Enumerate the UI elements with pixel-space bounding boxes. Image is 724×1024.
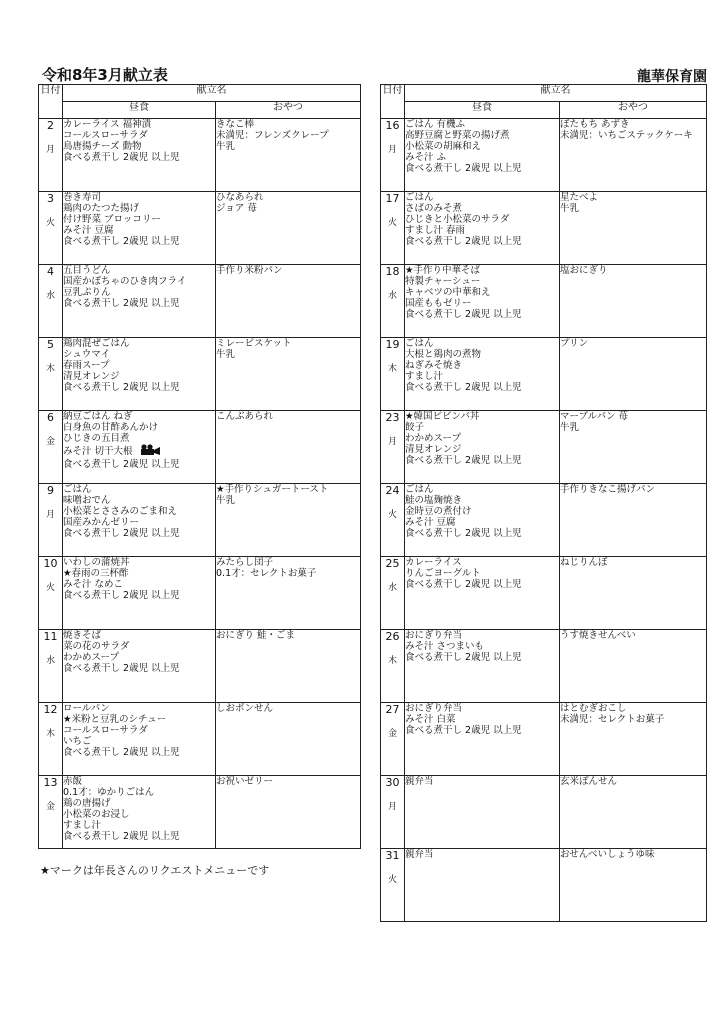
weekday: 金 — [45, 437, 55, 447]
date-cell — [381, 849, 405, 922]
date-cell — [39, 265, 63, 338]
lunch-item: みそ汁 さつまいも — [405, 641, 485, 652]
lunch-item: 食べる煮干し 2歳児 以上児 — [405, 382, 522, 393]
lunch-cell — [405, 192, 560, 265]
lunch-cell — [405, 119, 560, 192]
date-cell — [381, 265, 405, 338]
lunch-cell — [405, 338, 560, 411]
lunch-item: コールスローサラダ — [63, 725, 148, 736]
lunch-cell — [405, 411, 560, 484]
weekday: 金 — [45, 802, 55, 812]
date-cell — [381, 703, 405, 776]
day-number: 11 — [43, 630, 58, 643]
snack-item: プリン — [560, 338, 589, 349]
snack-cell — [560, 776, 707, 849]
date-cell — [381, 630, 405, 703]
lunch-cell — [405, 484, 560, 557]
lunch-cell — [63, 776, 216, 849]
date-cell — [39, 484, 63, 557]
lunch-item: ごはん 有機ふ — [405, 119, 466, 130]
snack-item: はとむぎおこし — [560, 703, 627, 714]
lunch-cell — [63, 630, 216, 703]
lunch-item: みそ汁 豆腐 — [63, 225, 114, 236]
snack-item: こんぶあられ — [216, 411, 274, 422]
snack-item: 未満児：フレンズクレープ — [216, 130, 329, 141]
date-cell — [381, 192, 405, 265]
menu-row — [381, 630, 707, 703]
lunch-cell — [63, 265, 216, 338]
lunch-cell — [63, 484, 216, 557]
lunch-item: カレーライス — [405, 557, 462, 568]
snack-cell — [560, 557, 707, 630]
lunch-item: ひじきの五目煮 — [63, 433, 130, 444]
snack-cell — [560, 338, 707, 411]
lunch-item: 豆乳ぷりん — [63, 287, 111, 298]
lunch-item: 食べる煮干し 2歳児 以上児 — [405, 652, 522, 663]
date-header: 日付 — [39, 85, 63, 119]
menu-row — [381, 557, 707, 630]
lunch-item: 食べる煮干し 2歳児 以上児 — [63, 298, 180, 309]
snack-item: ★手作りシュガートースト — [216, 484, 329, 495]
lunch-item: 食べる煮干し 2歳児 以上児 — [405, 163, 522, 174]
snack-item: 牛乳 — [216, 349, 236, 360]
snack-item: おにぎり 鮭・ごま — [216, 630, 296, 641]
snack-item: 星たべよ — [560, 192, 599, 203]
lunch-item: 小松菜のお浸し — [63, 809, 130, 820]
menu-row — [381, 338, 707, 411]
lunch-item: 五目うどん — [63, 265, 111, 276]
day-number: 5 — [47, 338, 54, 351]
lunch-item: 焼きそば — [63, 630, 102, 641]
snack-item: 手作りきなこ揚げパン — [560, 484, 656, 495]
date-cell — [39, 630, 63, 703]
snack-cell — [216, 776, 361, 849]
snack-item: 手作り米粉パン — [216, 265, 283, 276]
lunch-item: みそ汁 白菜 — [405, 714, 456, 725]
menu-row — [39, 703, 361, 776]
lunch-cell — [405, 557, 560, 630]
lunch-item: ★米粉と豆乳のシチュー — [63, 714, 167, 725]
weekday: 水 — [387, 291, 397, 301]
snack-item: マーブルパン 苺 — [560, 411, 628, 422]
lunch-item: すまし汁 — [405, 371, 444, 382]
date-cell — [381, 776, 405, 849]
lunch-item: ごはん — [63, 484, 92, 495]
weekday: 月 — [45, 145, 55, 155]
lunch-item: 菜の花のサラダ — [63, 641, 130, 652]
lunch-item: 食べる煮干し 2歳児 以上児 — [63, 236, 180, 247]
page-title: 令和8年3月献立表 — [42, 66, 168, 84]
snack-cell — [560, 703, 707, 776]
lunch-item: 白身魚の甘酢あんかけ — [63, 422, 159, 433]
day-number: 23 — [385, 411, 400, 424]
snack-item: 0.1才：セレクトお菓子 — [216, 568, 317, 579]
lunch-item: 鶏肉混ぜごはん — [63, 338, 130, 349]
lunch-item: 食べる煮干し 2歳児 以上児 — [63, 663, 180, 674]
weekday: 月 — [387, 437, 397, 447]
lunch-item: 親弁当 — [405, 849, 434, 860]
lunch-item: 国産かぼちゃのひき肉フライ — [63, 276, 187, 287]
lunch-header: 昼食 — [63, 102, 216, 119]
lunch-item: 大根と鶏肉の煮物 — [405, 349, 482, 360]
date-cell — [381, 557, 405, 630]
lunch-cell — [63, 557, 216, 630]
snack-header: おやつ — [216, 102, 361, 119]
lunch-item: 食べる煮干し 2歳児 以上児 — [63, 747, 180, 758]
lunch-item: キャベツの中華和え — [405, 287, 491, 298]
date-cell — [381, 119, 405, 192]
menu-row — [381, 776, 707, 849]
day-number: 13 — [43, 776, 58, 789]
menu-row — [381, 192, 707, 265]
snack-cell — [216, 557, 361, 630]
day-number: 17 — [385, 192, 400, 205]
lunch-item: 金時豆の煮付け — [405, 506, 472, 517]
day-number: 31 — [385, 849, 400, 862]
weekday: 月 — [45, 510, 55, 520]
snack-item: ミレービスケット — [216, 338, 292, 349]
weekday: 火 — [387, 218, 397, 228]
lunch-item: 食べる煮干し 2歳児 以上児 — [405, 455, 522, 466]
menu-row — [39, 119, 361, 192]
snack-item: ねじりんぼ — [560, 557, 608, 568]
day-number: 9 — [47, 484, 54, 497]
menu-name-header: 献立名 — [63, 85, 361, 102]
lunch-item: ねぎみそ焼き — [405, 360, 463, 371]
lunch-item: すまし汁 — [63, 820, 102, 831]
date-header: 日付 — [381, 85, 405, 119]
snack-item: ジョア 苺 — [216, 203, 257, 214]
lunch-item: 食べる煮干し 2歳児 以上児 — [63, 382, 180, 393]
snack-item: お祝いゼリー — [216, 776, 274, 787]
snack-cell — [216, 338, 361, 411]
snack-item: 玄米ぽんせん — [560, 776, 618, 787]
footer-note: ★マークは年長さんのリクエストメニューです — [40, 864, 270, 877]
lunch-item: 鳥唐揚チーズ 動物 — [63, 141, 142, 152]
lunch-item: 納豆ごはん ねぎ — [63, 411, 133, 422]
snack-cell — [216, 265, 361, 338]
lunch-item: 食べる煮干し 2歳児 以上児 — [63, 831, 180, 842]
lunch-item: ごはん — [405, 192, 434, 203]
snack-cell — [216, 411, 361, 484]
lunch-item: ★手作り中華そば — [405, 265, 481, 276]
menu-row — [39, 557, 361, 630]
snack-cell — [560, 849, 707, 922]
lunch-item: 春雨スープ — [63, 360, 110, 371]
lunch-item: おにぎり弁当 — [405, 630, 463, 641]
weekday: 月 — [387, 802, 397, 812]
weekday: 水 — [45, 656, 55, 666]
lunch-item: 付け野菜 ブロッコリー — [63, 214, 161, 225]
lunch-item: 巻き寿司 — [63, 192, 102, 203]
day-number: 3 — [47, 192, 54, 205]
snack-item: 牛乳 — [216, 141, 236, 152]
lunch-item: 餃子 — [405, 422, 425, 433]
weekday: 火 — [387, 875, 397, 885]
day-number: 27 — [385, 703, 400, 716]
menu-row — [381, 484, 707, 557]
date-cell — [39, 338, 63, 411]
lunch-item: 食べる煮干し 2歳児 以上児 — [405, 309, 522, 320]
day-number: 16 — [385, 119, 400, 132]
date-cell — [381, 411, 405, 484]
weekday: 木 — [387, 656, 397, 666]
day-number: 18 — [385, 265, 400, 278]
weekday: 木 — [387, 364, 397, 374]
lunch-cell — [405, 630, 560, 703]
weekday: 金 — [387, 729, 397, 739]
lunch-cell — [405, 265, 560, 338]
snack-item: 牛乳 — [216, 495, 236, 506]
menu-name-header: 献立名 — [405, 85, 707, 102]
snack-cell — [560, 119, 707, 192]
day-number: 25 — [385, 557, 400, 570]
lunch-item: 国産みかんゼリー — [63, 517, 140, 528]
weekday: 火 — [45, 583, 55, 593]
day-number: 26 — [385, 630, 400, 643]
weekday: 木 — [45, 729, 55, 739]
snack-cell — [560, 411, 707, 484]
lunch-cell — [405, 703, 560, 776]
snack-item: 牛乳 — [560, 203, 580, 214]
menu-row — [39, 484, 361, 557]
snack-cell — [216, 119, 361, 192]
lunch-item: いわしの蒲焼丼 — [63, 557, 130, 568]
lunch-item: みそ汁 豆腐 — [405, 517, 456, 528]
lunch-item: さばのみそ煮 — [405, 203, 463, 214]
snack-cell — [216, 484, 361, 557]
snack-cell — [560, 192, 707, 265]
lunch-cell — [405, 776, 560, 849]
day-number: 6 — [47, 411, 54, 424]
lunch-item: 清見オレンジ — [405, 444, 462, 455]
weekday: 火 — [45, 218, 55, 228]
lunch-cell — [63, 703, 216, 776]
menu-row — [381, 849, 707, 922]
lunch-item: 特製チャーシュー — [405, 276, 481, 287]
weekday: 月 — [387, 145, 397, 155]
lunch-item: すまし汁 春雨 — [405, 225, 466, 236]
lunch-item: 高野豆腐と野菜の揚げ煮 — [405, 130, 510, 141]
lunch-item: ごはん — [405, 484, 434, 495]
date-cell — [39, 776, 63, 849]
lunch-item: 鶏の唐揚げ — [63, 798, 111, 809]
lunch-item: 食べる煮干し 2歳児 以上児 — [405, 725, 522, 736]
snack-item: 塩おにぎり — [560, 265, 608, 276]
lunch-item: 0.1才：ゆかりごはん — [63, 787, 155, 798]
lunch-item: いちご — [63, 736, 92, 747]
lunch-item: みそ汁 切干大根 — [63, 444, 215, 459]
lunch-cell — [63, 338, 216, 411]
lunch-item: 食べる煮干し 2歳児 以上児 — [63, 528, 180, 539]
snack-cell — [216, 630, 361, 703]
snack-cell — [216, 703, 361, 776]
lunch-item: おにぎり弁当 — [405, 703, 463, 714]
date-cell — [381, 484, 405, 557]
lunch-item: ごはん — [405, 338, 434, 349]
menu-table-right — [380, 84, 707, 922]
date-cell — [39, 192, 63, 265]
snack-item: 未満児：いちごステックケーキ — [560, 130, 693, 141]
snack-item: みたらし団子 — [216, 557, 274, 568]
day-number: 10 — [43, 557, 58, 570]
snack-cell — [560, 265, 707, 338]
lunch-item: ★春雨の三杯酢 — [63, 568, 129, 579]
snack-cell — [216, 192, 361, 265]
menu-row — [381, 411, 707, 484]
lunch-item: ひじきと小松菜のサラダ — [405, 214, 510, 225]
weekday: 木 — [45, 364, 55, 374]
snack-item: しおポンせん — [216, 703, 274, 714]
snack-item: ぼたもち あずき — [560, 119, 630, 130]
snack-cell — [560, 484, 707, 557]
day-number: 2 — [47, 119, 54, 132]
lunch-item: 小松菜の胡麻和え — [405, 141, 482, 152]
lunch-item: コールスローサラダ — [63, 130, 148, 141]
lunch-item: 食べる煮干し 2歳児 以上児 — [63, 459, 180, 470]
day-number: 12 — [43, 703, 58, 716]
lunch-item: わかめスープ — [63, 652, 120, 663]
lunch-item: 食べる煮干し 2歳児 以上児 — [63, 590, 180, 601]
snack-item: きなこ棒 — [216, 119, 255, 130]
lunch-cell — [63, 411, 216, 484]
lunch-item: ロールパン — [63, 703, 110, 714]
snack-item: うす焼きせんべい — [560, 630, 636, 641]
snack-header: おやつ — [560, 102, 707, 119]
lunch-item: 食べる煮干し 2歳児 以上児 — [405, 528, 522, 539]
menu-row — [39, 192, 361, 265]
day-number: 19 — [385, 338, 400, 351]
snack-cell — [560, 630, 707, 703]
lunch-item: 味噌おでん — [63, 495, 111, 506]
organization-name: 龍華保育園 — [637, 69, 707, 85]
video-camera-icon — [139, 444, 161, 459]
date-cell — [39, 703, 63, 776]
lunch-item: カレーライス 福神漬 — [63, 119, 152, 130]
lunch-item: 鶏肉のたつた揚げ — [63, 203, 140, 214]
lunch-item: ★韓国ビビンバ丼 — [405, 411, 480, 422]
lunch-item: みそ汁 なめこ — [63, 579, 124, 590]
lunch-cell — [63, 119, 216, 192]
menu-row — [39, 338, 361, 411]
menu-row — [381, 703, 707, 776]
date-cell — [39, 411, 63, 484]
snack-item: おせんべいしょうゆ味 — [560, 849, 655, 860]
day-number: 24 — [385, 484, 400, 497]
snack-item: 未満児：セレクトお菓子 — [560, 714, 665, 725]
menu-row — [39, 630, 361, 703]
lunch-item: 小松菜とささみのごま和え — [63, 506, 178, 517]
menu-row — [39, 265, 361, 338]
lunch-cell — [405, 849, 560, 922]
lunch-item: 赤飯 — [63, 776, 83, 787]
day-number: 30 — [385, 776, 400, 789]
lunch-item: 食べる煮干し 2歳児 以上児 — [405, 579, 522, 590]
date-cell — [39, 557, 63, 630]
lunch-item: わかめスープ — [405, 433, 462, 444]
menu-row — [39, 411, 361, 484]
menu-row — [381, 265, 707, 338]
lunch-item: 食べる煮干し 2歳児 以上児 — [405, 236, 522, 247]
menu-table-left — [38, 84, 361, 849]
weekday: 水 — [45, 291, 55, 301]
lunch-cell — [63, 192, 216, 265]
weekday: 水 — [387, 583, 397, 593]
weekday: 火 — [387, 510, 397, 520]
lunch-item: りんごヨーグルト — [405, 568, 481, 579]
lunch-item: 国産ももゼリー — [405, 298, 472, 309]
lunch-item: 清見オレンジ — [63, 371, 120, 382]
menu-row — [381, 119, 707, 192]
lunch-item: 鮭の塩麹焼き — [405, 495, 463, 506]
lunch-item: シュウマイ — [63, 349, 111, 360]
lunch-item: みそ汁 ふ — [405, 152, 447, 163]
date-cell — [381, 338, 405, 411]
day-number: 4 — [47, 265, 54, 278]
lunch-header: 昼食 — [405, 102, 560, 119]
menu-row — [39, 776, 361, 849]
lunch-item: 親弁当 — [405, 776, 434, 787]
snack-item: ひなあられ — [216, 192, 264, 203]
date-cell — [39, 119, 63, 192]
snack-item: 牛乳 — [560, 422, 580, 433]
lunch-item: 食べる煮干し 2歳児 以上児 — [63, 152, 180, 163]
